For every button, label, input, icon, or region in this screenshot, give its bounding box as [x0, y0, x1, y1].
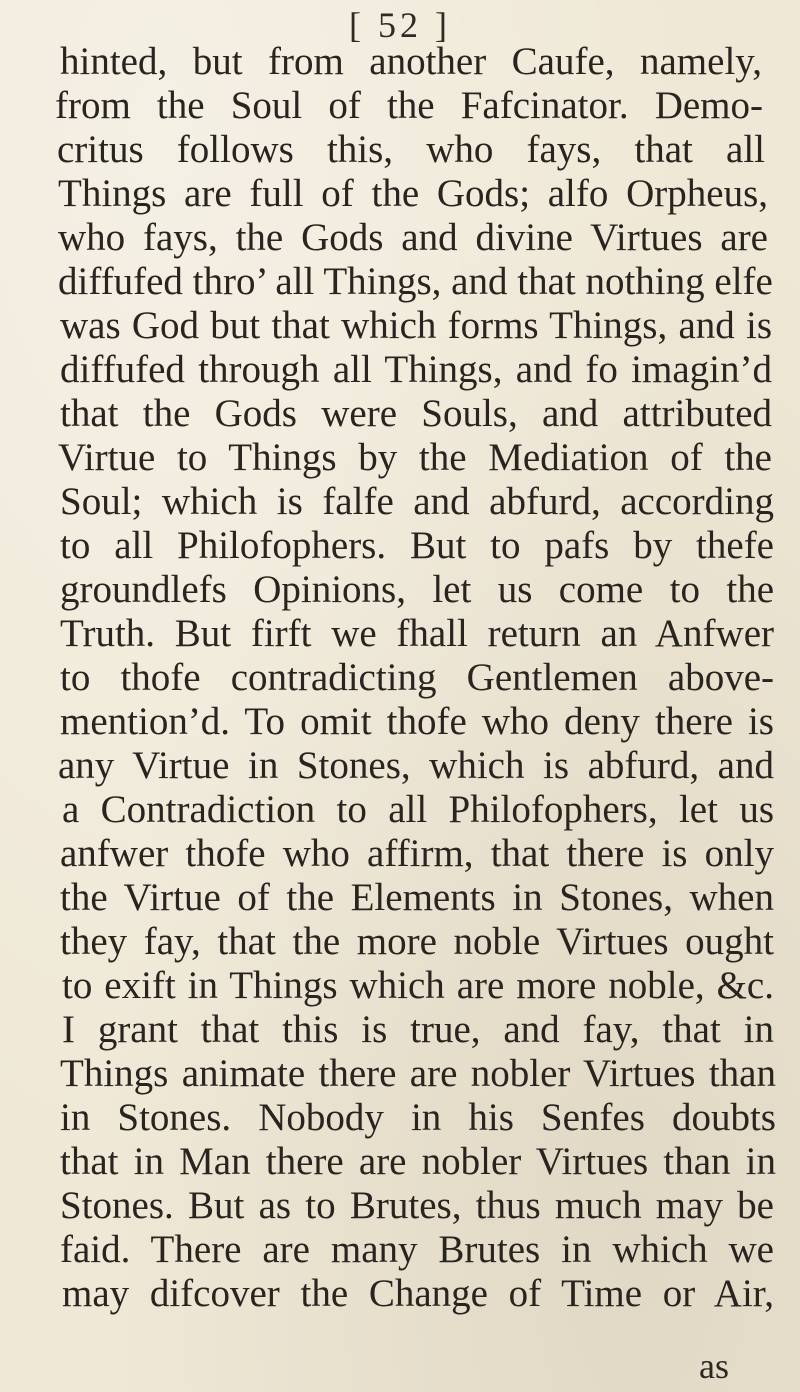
text-line: groundlefs Opinions, let us come to the [60, 568, 774, 611]
text-line: that the Gods were Souls, and attributed [60, 392, 772, 435]
text-line: faid. There are many Brutes in which we [60, 1228, 774, 1271]
text-line: Things are full of the Gods; alfo Orpheus, [58, 172, 768, 215]
text-line: Truth. But firft we fhall return an Anfwer [60, 612, 774, 655]
text-line: diffufed through all Things, and fo imagin’d [60, 348, 772, 391]
text-line: critus follows this, who fays, that all [57, 128, 765, 171]
text-line: to exift in Things which are more noble, &c. [62, 964, 774, 1007]
text-line: Things animate there are nobler Virtues than [60, 1052, 776, 1095]
text-line: Soul; which is falfe and abfurd, according [60, 480, 774, 523]
text-line: a Contradiction to all Philofophers, let us [62, 788, 774, 831]
text-line: anfwer thofe who affirm, that there is only [60, 832, 774, 875]
text-line: Virtue to Things by the Mediation of the [58, 436, 772, 479]
text-line: was God but that which forms Things, and is [60, 304, 772, 347]
text-line: to thofe contradicting Gentlemen above- [60, 656, 774, 699]
page-number: [ 52 ] [349, 5, 451, 45]
text-line: hinted, but from another Caufe, namely, [60, 40, 762, 83]
text-line: that in Man there are nobler Virtues than in [60, 1140, 776, 1183]
text-line: from the Soul of the Fafcinator. Demo- [55, 84, 763, 127]
text-line: who fays, the Gods and divine Virtues are [58, 216, 768, 259]
text-line: I grant that this is true, and fay, that in [62, 1008, 774, 1051]
text-line: diffufed thro’ all Things, and that nothing elfe [58, 260, 773, 303]
text-line: may difcover the Change of Time or Air, [62, 1272, 774, 1315]
text-line: any Virtue in Stones, which is abfurd, and [58, 744, 774, 787]
text-line: in Stones. Nobody in his Senfes doubts [60, 1096, 776, 1139]
text-line: they fay, that the more noble Virtues ought [60, 920, 774, 963]
catchword: as [699, 1346, 729, 1386]
text-line: Stones. But as to Brutes, thus much may be [60, 1184, 774, 1227]
text-line: to all Philofophers. But to pafs by thefe [60, 524, 774, 567]
text-line: mention’d. To omit thofe who deny there is [60, 700, 774, 743]
text-line: the Virtue of the Elements in Stones, when [60, 876, 774, 919]
